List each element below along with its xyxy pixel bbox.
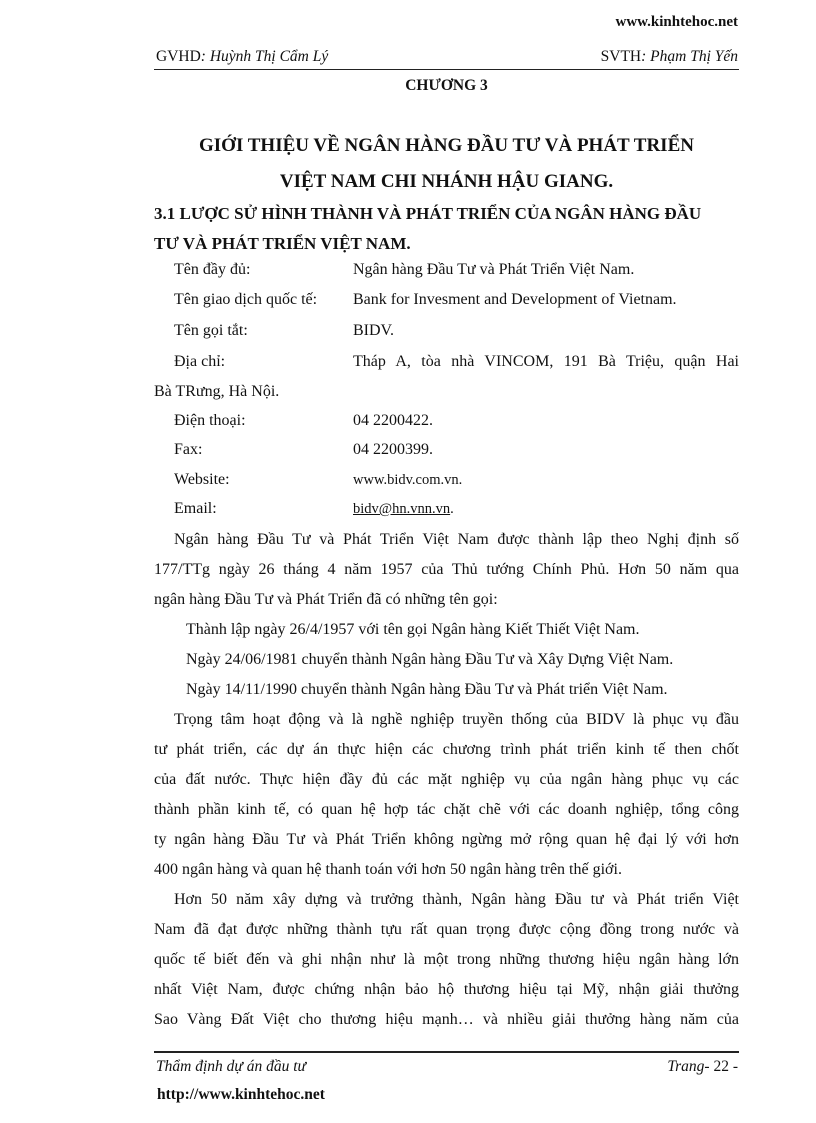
para3-line-5: Sao Vàng Đất Việt cho thương hiệu mạnh… và nhiều giải thưởng hàng năm của bbox=[154, 1011, 739, 1028]
info-value-address-continued: Bà TRưng, Hà Nội. bbox=[154, 383, 280, 400]
footer-page bbox=[667, 1058, 738, 1076]
para1-line-3: ngân hàng Đầu Tư và Phát Triển đã có những tên gọi: bbox=[154, 591, 498, 608]
para2-line-4: thành phần kinh tế, có quan hệ hợp tác chặt chẽ với các doanh nghiệp, tổng công bbox=[154, 801, 739, 818]
page-number: - 22 - bbox=[704, 1058, 738, 1075]
info-label-fax: Fax: bbox=[174, 441, 203, 458]
gvhd-label: GVHD bbox=[156, 48, 201, 65]
para2-line-1: Trọng tâm hoạt động và là nghề nghiệp truyền thống của BIDV là phục vụ đầu bbox=[174, 711, 739, 728]
former-name-2: Ngày 24/06/1981 chuyển thành Ngân hàng Đầu Tư và Xây Dựng Việt Nam. bbox=[186, 651, 674, 668]
info-value-intl-name: Bank for Invesment and Development of Vietnam. bbox=[353, 291, 677, 308]
para3-line-1: Hơn 50 năm xây dựng và trưởng thành, Ngân hàng Đầu tư và Phát triển Việt bbox=[174, 891, 739, 908]
para2-line-5: ty ngân hàng Đầu Tư và Phát Triển không ngừng mở rộng quan hệ đại lý với hơn bbox=[154, 831, 739, 848]
footer-rule bbox=[154, 1051, 739, 1053]
info-label-full-name: Tên đầy đủ: bbox=[174, 261, 251, 278]
section-heading-line-1: 3.1 LƯỢC SỬ HÌNH THÀNH VÀ PHÁT TRIỂN CỦA NGÂN HÀNG ĐẦU bbox=[154, 204, 702, 223]
info-label-short-name: Tên gọi tắt: bbox=[174, 322, 248, 339]
para3-line-2: Nam đã đạt được những thành tựu rất quan trọng được cộng đồng trong nước và bbox=[154, 921, 739, 938]
para3-line-3: quốc tế biết đến và ghi nhận như là một trong những thương hiệu ngân hàng lớn bbox=[154, 951, 739, 968]
svth-label: SVTH bbox=[600, 48, 642, 65]
info-value-phone: 04 2200422. bbox=[353, 412, 433, 429]
para2-line-6: 400 ngân hàng và quan hệ thanh toán với hơn 50 ngân hàng trên thế giới. bbox=[154, 861, 622, 878]
chapter-title-line-1: GIỚI THIỆU VỀ NGÂN HÀNG ĐẦU TƯ VÀ PHÁT TRIỂN bbox=[199, 135, 694, 156]
para1-line-2: 177/TTg ngày 26 tháng 4 năm 1957 của Thủ tướng Chính Phủ. Hơn 50 năm qua bbox=[154, 561, 739, 578]
para2-line-3: của đất nước. Thực hiện đầy đủ các mặt nghiệp vụ của ngân hàng phục vụ các bbox=[154, 771, 739, 788]
svth-name: : Phạm Thị Yến bbox=[641, 48, 738, 65]
para2-line-2: tư phát triển, các dự án thực hiện các chương trình phát triển kinh tế then chốt bbox=[154, 741, 739, 758]
former-name-1: Thành lập ngày 26/4/1957 với tên gọi Ngân hàng Kiết Thiết Việt Nam. bbox=[186, 621, 640, 638]
email-suffix: . bbox=[450, 501, 454, 517]
info-value-email bbox=[353, 501, 454, 518]
info-label-website: Website: bbox=[174, 471, 230, 488]
info-value-website: www.bidv.com.vn. bbox=[353, 472, 463, 488]
page-label: Trang bbox=[667, 1058, 705, 1075]
chapter-title-line-2: VIỆT NAM CHI NHÁNH HẬU GIANG. bbox=[279, 171, 614, 192]
footer-site-url: http://www.kinhtehoc.net bbox=[157, 1086, 325, 1103]
chapter-heading: CHƯƠNG 3 bbox=[405, 77, 488, 94]
info-value-fax: 04 2200399. bbox=[353, 441, 433, 458]
info-label-intl-name: Tên giao dịch quốc tế: bbox=[174, 291, 318, 308]
email-link[interactable]: bidv@hn.vnn.vn bbox=[353, 501, 451, 517]
gvhd-name: : Huỳnh Thị Cẩm Lý bbox=[200, 48, 329, 65]
info-value-full-name: Ngân hàng Đầu Tư và Phát Triển Việt Nam. bbox=[353, 261, 635, 278]
section-heading-line-2: TƯ VÀ PHÁT TRIỂN VIỆT NAM. bbox=[154, 234, 411, 253]
top-site-url: www.kinhtehoc.net bbox=[615, 14, 738, 30]
info-value-short-name: BIDV. bbox=[353, 322, 395, 339]
header-student bbox=[601, 48, 738, 66]
info-label-email: Email: bbox=[174, 500, 217, 517]
header-rule bbox=[154, 69, 739, 70]
header-instructor bbox=[156, 48, 328, 66]
info-value-address: Tháp A, tòa nhà VINCOM, 191 Bà Triệu, quận Hai bbox=[353, 353, 739, 370]
para3-line-4: nhất Việt Nam, được chứng nhận bảo hộ thương hiệu tại Mỹ, nhận giải thưởng bbox=[154, 981, 739, 998]
former-name-3: Ngày 14/11/1990 chuyển thành Ngân hàng Đầu Tư và Phát triển Việt Nam. bbox=[186, 681, 668, 698]
info-label-phone: Điện thoại: bbox=[174, 412, 246, 429]
info-label-address: Địa chỉ: bbox=[174, 353, 226, 370]
para1-line-1: Ngân hàng Đầu Tư và Phát Triển Việt Nam được thành lập theo Nghị định số bbox=[174, 531, 739, 548]
footer-subject: Thẩm định dự án đầu tư bbox=[156, 1058, 306, 1075]
